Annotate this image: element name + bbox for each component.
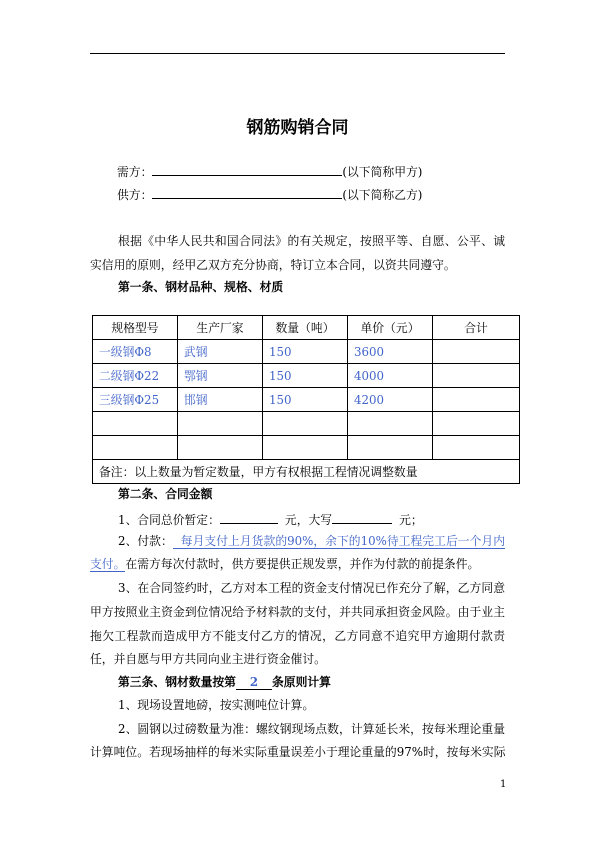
cell-quantity: 150 <box>263 340 348 364</box>
cell-quantity <box>263 412 348 436</box>
header-unit-price: 单价（元） <box>348 316 433 340</box>
amount-unit-words-label: 元，大写 <box>284 513 333 527</box>
header-rule <box>90 53 505 54</box>
amount-unit: 元； <box>399 513 423 527</box>
cell-total <box>433 364 520 388</box>
cell-total <box>433 436 520 460</box>
cell-unit-price: 3600 <box>348 340 433 364</box>
payment-invoice-text: 在需方每次付款时，供方要提供正规发票，并作为付款的前提条件。 <box>125 557 480 571</box>
cell-maker: 武钢 <box>178 340 263 364</box>
cell-quantity: 150 <box>263 388 348 412</box>
seller-label: 供方： <box>117 188 153 202</box>
amount-blank <box>220 510 278 524</box>
clause3-line: 任，并自愿与甲方共同向业主进行资金催讨。 <box>90 652 326 666</box>
clause3-line: 拖欠工程款而造成甲方不能支付乙方的情况，乙方同意不追究甲方逾期付款责 <box>90 629 505 643</box>
header-quantity: 数量（吨） <box>263 316 348 340</box>
cell-spec: 三级钢Φ25 <box>93 388 178 412</box>
table-row <box>93 340 520 364</box>
cell-total <box>433 388 520 412</box>
table-row <box>93 412 520 436</box>
cell-spec <box>93 412 178 436</box>
buyer-alias-note: (以下简称甲方) <box>342 165 423 179</box>
cell-maker: 鄂钢 <box>178 364 263 388</box>
remark-row <box>93 460 520 484</box>
total-price-line <box>118 510 505 526</box>
article3-heading-prefix: 第三条、钢材数量按第 <box>118 675 236 689</box>
page-number: 1 <box>500 779 507 790</box>
cell-maker: 邯钢 <box>178 388 263 412</box>
round-steel-clause-line: 计算吨位。若现场抽样的每米实际重量误差小于理论重量的97%时，按每米实际 <box>90 745 506 759</box>
header-maker: 生产厂家 <box>178 316 263 340</box>
cell-total <box>433 412 520 436</box>
seller-name-blank <box>152 185 342 199</box>
cell-unit-price: 4200 <box>348 388 433 412</box>
seller-alias-note: (以下简称乙方) <box>342 188 423 202</box>
preamble-line: 根据《中华人民共和国合同法》的有关规定，按照平等、自愿、公平、诚 <box>118 234 505 248</box>
table-row <box>93 364 520 388</box>
payment-line-2 <box>90 556 505 572</box>
cell-quantity <box>263 436 348 460</box>
cell-maker <box>178 412 263 436</box>
cell-unit-price <box>348 412 433 436</box>
table-row <box>93 436 520 460</box>
cell-spec: 二级钢Φ22 <box>93 364 178 388</box>
cell-unit-price <box>348 436 433 460</box>
contract-title: 钢筋购销合同 <box>246 118 349 138</box>
article1-heading: 第一条、钢材品种、规格、材质 <box>118 280 284 294</box>
article2-heading: 第二条、合同金额 <box>118 487 213 501</box>
header-total: 合计 <box>433 316 520 340</box>
steel-spec-table <box>92 315 520 484</box>
clause3-line: 3、在合同签约时，乙方对本工程的资金支付情况已作充分了解，乙方同意 <box>118 581 505 595</box>
header-spec: 规格型号 <box>93 316 178 340</box>
cell-total <box>433 340 520 364</box>
payment-line <box>118 533 505 549</box>
cell-maker <box>178 436 263 460</box>
article3-heading-suffix: 条原则计算 <box>271 675 331 689</box>
remark-cell: 备注：以上数量为暂定数量，甲方有权根据工程情况调整数量 <box>93 460 520 484</box>
cell-quantity: 150 <box>263 364 348 388</box>
round-steel-clause-line: 2、圆钢以过磅数量为准：螺纹钢现场点数，计算延长米，按每米理论重量 <box>118 722 505 736</box>
article3-heading <box>118 674 331 690</box>
cell-unit-price: 4000 <box>348 364 433 388</box>
clause3-line: 甲方按照业主资金到位情况给予材料款的支付，并共同承担资金风险。由于业主 <box>90 605 505 619</box>
buyer-line <box>117 162 422 178</box>
payment-label: 2、付款： <box>118 534 173 548</box>
cell-spec <box>93 436 178 460</box>
table-row <box>93 388 520 412</box>
payment-terms-end: 支付。 <box>90 557 126 571</box>
weighing-clause: 1、现场设置地磅，按实测吨位计算。 <box>118 698 315 712</box>
buyer-name-blank <box>152 162 342 176</box>
preamble-line: 实信用的原则，经甲乙双方充分协商，特订立本合同，以资共同遵守。 <box>90 258 456 272</box>
table-header-row <box>93 316 520 340</box>
cell-spec: 一级钢Φ8 <box>93 340 178 364</box>
article3-number: 2 <box>236 675 272 690</box>
amount-in-words-blank <box>332 510 392 524</box>
payment-terms: 每月支付上月货款的90%，余下的10%待工程完工后一个月内 <box>173 534 505 549</box>
seller-line <box>117 185 422 201</box>
buyer-label: 需方： <box>117 165 153 179</box>
total-price-label: 1、合同总价暂定： <box>118 513 220 527</box>
